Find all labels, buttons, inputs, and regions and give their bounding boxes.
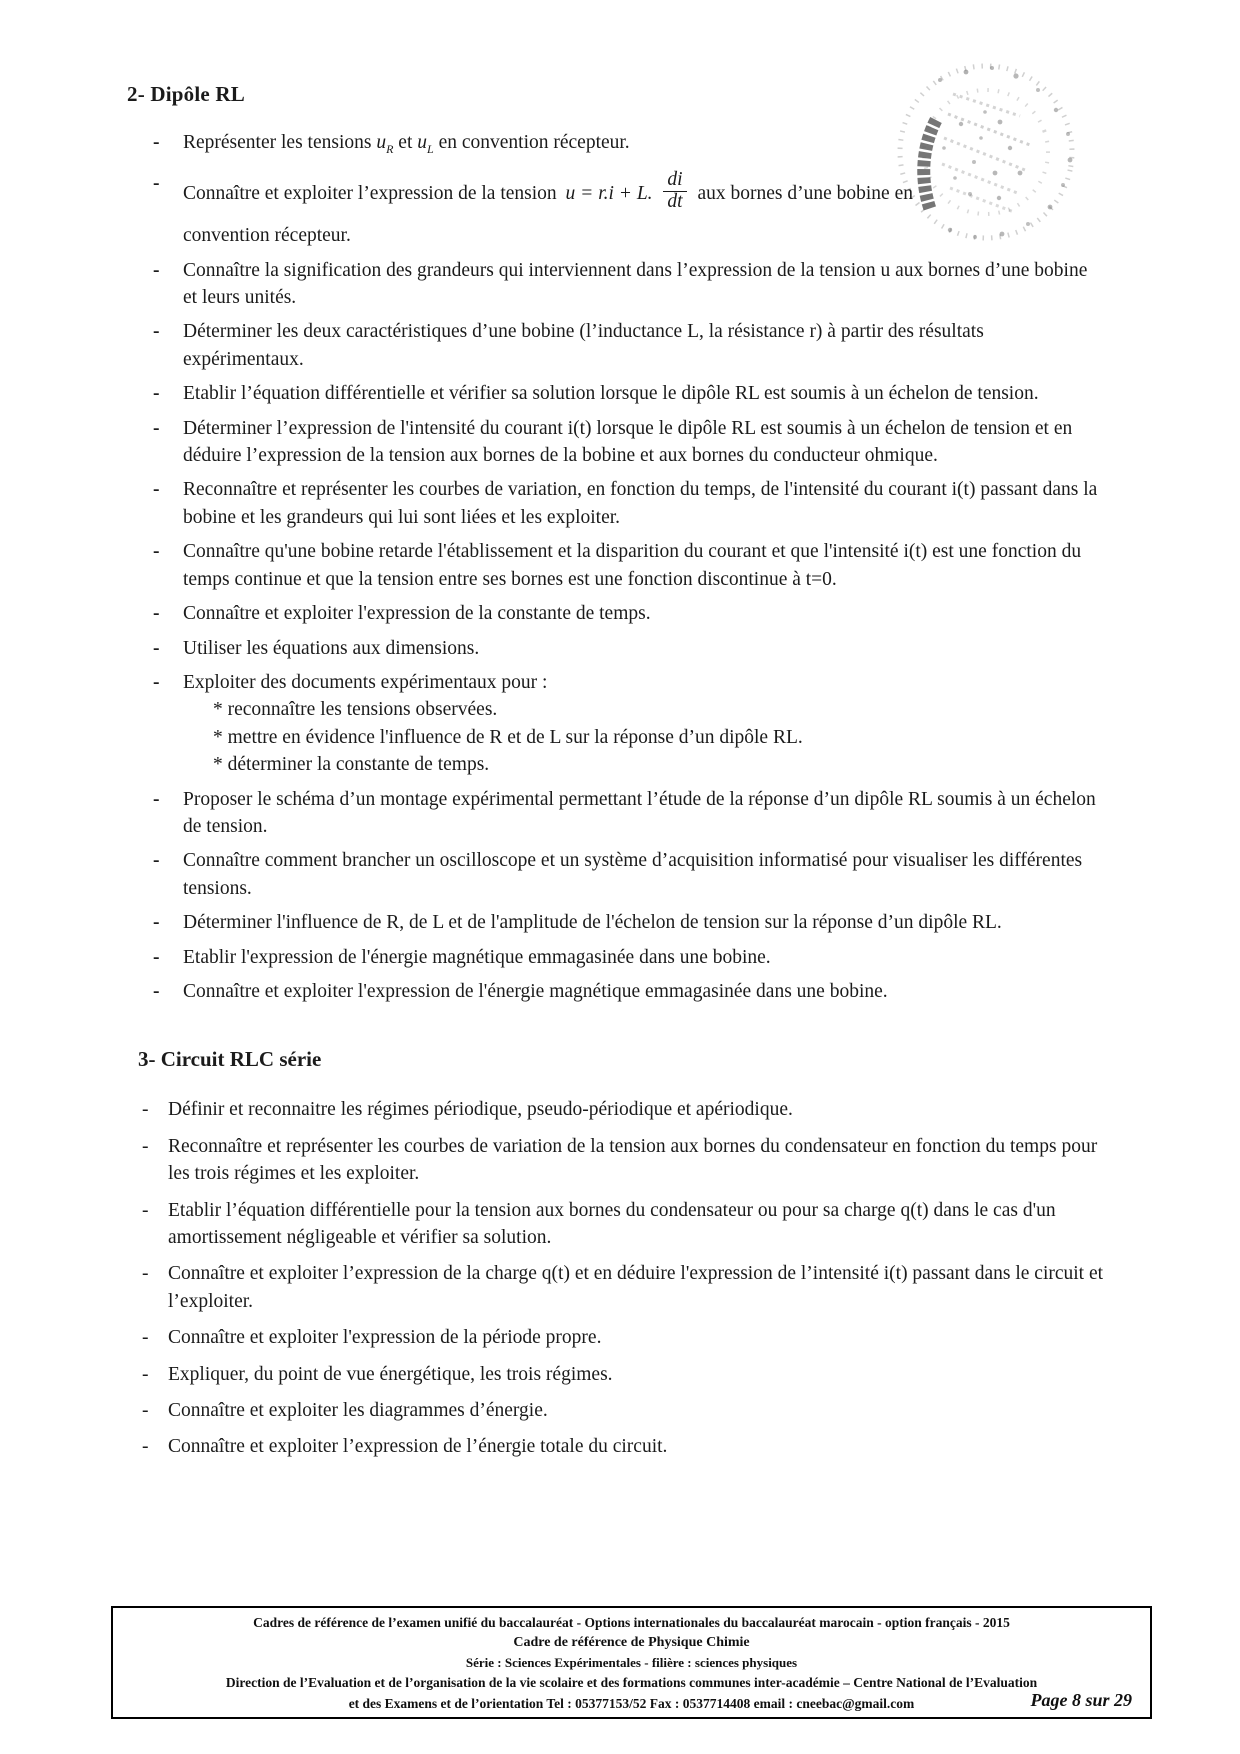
bullet-dash: - [153, 321, 160, 343]
objective-item [145, 415, 1105, 470]
footer-line: Direction de l’Evaluation et de l’organisation de la vie scolaire et des formations communes inter-académie – Centre National de l’Evaluation [225, 1675, 1038, 1690]
objective-item [140, 1397, 1115, 1424]
objective-item [145, 909, 1105, 936]
bullet-dash: - [142, 1263, 149, 1285]
bullet-dash: - [142, 1400, 149, 1422]
item-text: Définir et reconnaitre les régimes périodique, pseudo-périodique et apériodique. [168, 1099, 793, 1121]
item-text: Connaître et exploiter l’expression de la tension [183, 182, 557, 204]
footer-line: Cadre de référence de Physique Chimie [513, 1635, 750, 1650]
objective-item [145, 476, 1105, 531]
item-text: Reconnaître et représenter les courbes de variation de la tension aux bornes du condensateur en fonction du temps pour les trois régimes et les exploiter. [168, 1135, 1098, 1185]
objective-item [145, 318, 1105, 373]
section-heading-circuit-rlc: 3- Circuit RLC série [138, 1047, 322, 1072]
item-text: Connaître et exploiter l’expression de l’énergie totale du circuit. [168, 1436, 668, 1458]
item-text: Déterminer l’expression de l'intensité du courant i(t) lorsque le dipôle RL est soumis à un échelon de tension et en déduire l’expression de la tension aux bornes de la bobine et aux bornes du conducteur ohmique. [183, 417, 1073, 467]
sub-item: * mettre en évidence l'influence de R et de L sur la réponse d’un dipôle RL. [213, 726, 803, 748]
objective-item [140, 1096, 1115, 1123]
item-text: Connaître et exploiter l’expression de la charge q(t) et en déduire l'expression de l’intensité i(t) passant dans le circuit et l’exploiter. [168, 1263, 1104, 1312]
item-text: Connaître et exploiter l'expression de l'énergie magnétique emmagasinée dans une bobine. [183, 980, 888, 1002]
item-text: Reconnaître et représenter les courbes de variation, en fonction du temps, de l'intensité du courant i(t) passant dans la bobine et les grandeurs qui lui sont liées et les exploiter. [183, 479, 1098, 528]
item-text: Proposer le schéma d’un montage expérimental permettant l’étude de la réponse d’un dipôle RL soumis à un échelon de tension. [183, 788, 1096, 837]
bullet-dash: - [153, 912, 160, 934]
bullet-dash: - [153, 383, 160, 405]
objectives-list-circuit-rlc [140, 1096, 1115, 1460]
objective-item [145, 847, 1105, 902]
item-text: Etablir l'expression de l'énergie magnétique emmagasinée dans une bobine. [183, 946, 771, 968]
item-text: aux bornes d’une bobine en [697, 182, 913, 204]
item-text: Déterminer les deux caractéristiques d’une bobine (l’inductance L, la résistance r) à partir des résultats expérimentaux. [183, 321, 984, 370]
bullet-dash: - [142, 1363, 149, 1385]
item-text: Connaître qu'une bobine retarde l'établissement et la disparition du courant et que l'intensité i(t) est une fonction du temps continue et que la tension entre ses bornes est une fonction discontinue à t=0. [183, 541, 1082, 590]
objective-item [145, 600, 1105, 627]
bullet-dash: - [153, 417, 160, 439]
bullet-dash: - [153, 132, 160, 153]
bullet-dash: - [153, 671, 160, 693]
bullet-dash: - [153, 946, 160, 968]
objective-item [145, 786, 1105, 841]
math-u-R: $u_R$ [376, 132, 394, 156]
sub-item: * déterminer la constante de temps. [213, 754, 490, 776]
objective-item [145, 129, 1105, 163]
bullet-dash: - [142, 1099, 149, 1121]
objective-item [145, 538, 1105, 593]
item-text-continuation: convention récepteur. [183, 225, 351, 247]
bullet-dash: - [153, 173, 160, 195]
bullet-dash: - [153, 788, 160, 810]
footer-line: et des Examens et de l’orientation Tel : 05377153/52 Fax : 0537714408 email : cneebac@gmail.com [348, 1696, 915, 1711]
objective-item [145, 170, 1105, 249]
objectives-list-dipole-rl [145, 129, 1105, 1005]
item-text: en convention récepteur. [438, 132, 630, 153]
objective-item [140, 1260, 1115, 1315]
objective-item [140, 1361, 1115, 1388]
bullet-dash: - [153, 850, 160, 872]
objective-item [145, 978, 1105, 1005]
math-expression: u = r.i + L. [565, 182, 653, 204]
item-text: Connaître et exploiter l'expression de la période propre. [168, 1327, 602, 1349]
item-text: et [398, 132, 413, 153]
item-text: Utiliser les équations aux dimensions. [183, 637, 480, 659]
item-text: Etablir l’équation différentielle et vérifier sa solution lorsque le dipôle RL est soumis à un échelon de tension. [183, 383, 1039, 405]
bullet-dash: - [153, 479, 160, 501]
bullet-dash: - [153, 541, 160, 563]
item-text: Déterminer l'influence de R, de L et de l'amplitude de l'échelon de tension sur la réponse d’un dipôle RL. [183, 912, 1002, 934]
bullet-dash: - [153, 637, 160, 659]
bullet-dash: - [142, 1327, 149, 1349]
bullet-dash: - [142, 1199, 149, 1221]
objective-item [140, 1324, 1115, 1351]
math-u-L: $u_L$ [417, 132, 434, 156]
page-number: Page 8 sur 29 [1030, 1690, 1132, 1710]
item-text: Exploiter des documents expérimentaux pour : [183, 671, 548, 693]
sub-item: * reconnaître les tensions observées. [213, 699, 498, 721]
item-text: Connaître et exploiter les diagrammes d’énergie. [168, 1400, 548, 1422]
item-text: Connaître la signification des grandeurs qui interviennent dans l’expression de la tension u aux bornes d’une bobine et leurs unités. [183, 259, 1088, 309]
footer-line: Cadres de référence de l’examen unifié du baccalauréat - Options internationales du baccalauréat marocain - option français - 2015 [253, 1615, 1010, 1630]
item-text: Etablir l’équation différentielle pour la tension aux bornes du condensateur ou pour sa charge q(t) dans le cas d'un amortissement négligeable et vérifier sa solution. [168, 1199, 1056, 1249]
item-text: Connaître et exploiter l'expression de la constante de temps. [183, 603, 651, 625]
bullet-dash: - [153, 980, 160, 1002]
bullet-dash: - [142, 1436, 149, 1458]
page-footer [111, 1606, 1152, 1719]
objective-item [145, 944, 1105, 971]
objective-item [145, 257, 1105, 312]
objective-item [145, 669, 1105, 779]
item-text: Expliquer, du point de vue énergétique, les trois régimes. [168, 1363, 613, 1385]
item-text: Connaître comment brancher un oscilloscope et un système d’acquisition informatisé pour visualiser les différentes tensions. [183, 850, 1083, 899]
objective-item [140, 1433, 1115, 1460]
objective-item [140, 1133, 1115, 1188]
footer-line: Série : Sciences Expérimentales - filière : sciences physiques [465, 1655, 798, 1670]
objective-item [145, 635, 1105, 662]
objective-item [140, 1197, 1115, 1252]
bullet-dash: - [142, 1135, 149, 1157]
bullet-dash: - [153, 603, 160, 625]
fraction-di-dt: $\frac{di}{dt}$ [663, 170, 686, 212]
bullet-dash: - [153, 259, 160, 281]
section-heading-dipole-rl: 2- Dipôle RL [127, 82, 245, 106]
item-text: Représenter les tensions [183, 132, 372, 153]
objective-item [145, 380, 1105, 407]
